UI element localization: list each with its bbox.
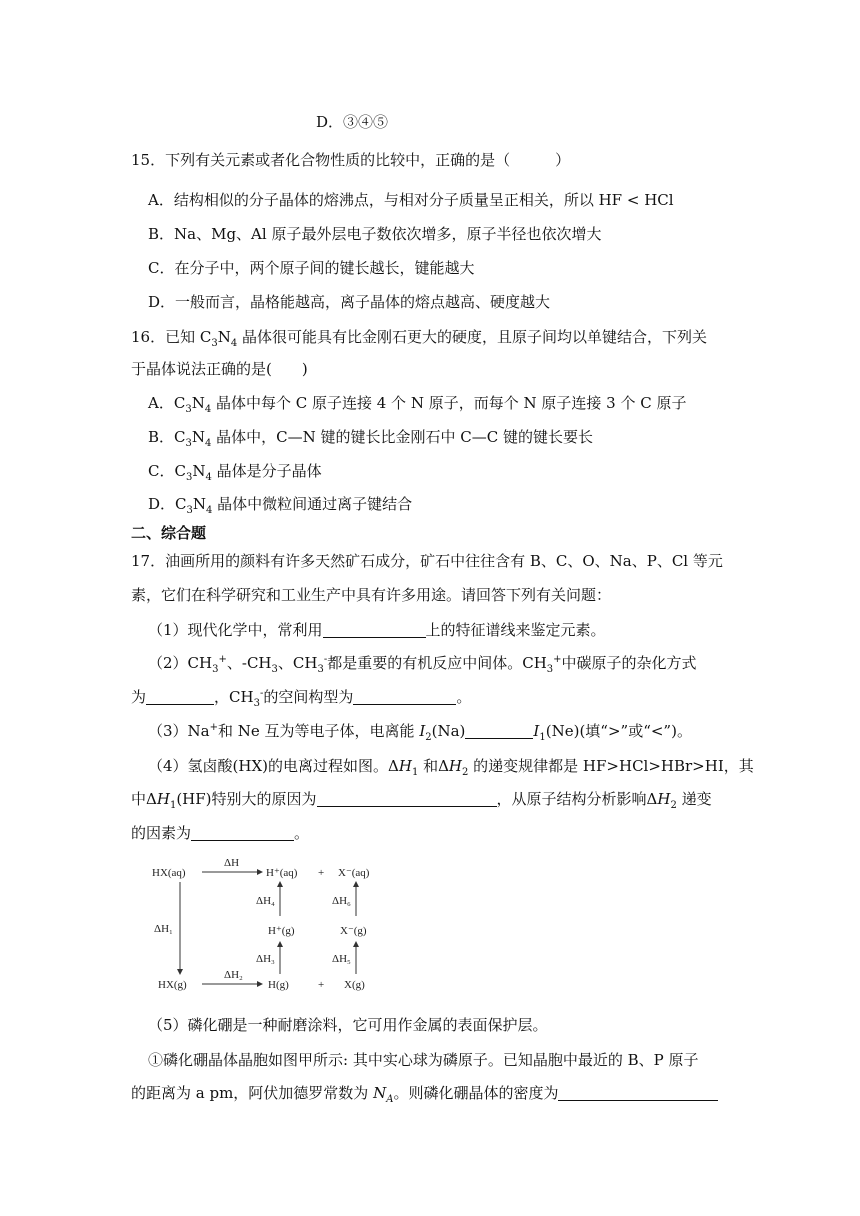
q15-option-b: B．Na、Mg、Al 原子最外层电子数依次增多，原子半径也依次增大: [148, 225, 602, 243]
label-x-g-ion: X⁻(g): [340, 925, 367, 937]
q16-option-b: B．$C_3N_4$ 晶体中，C—N 键的键长比金刚石中 C—C 键的键长要长: [148, 428, 594, 449]
label-dh5: ΔH₅: [332, 953, 351, 965]
q17-part4-line3: 的因素为 。: [131, 824, 310, 842]
section-heading: 二、综合题: [131, 524, 207, 542]
answer-blank[interactable]: [353, 688, 456, 705]
q17-part5-1-line1: ①磷化硼晶体晶胞如图甲所示: 其中实心球为磷原子。已知晶胞中最近的 B、P 原子: [148, 1051, 699, 1069]
label-h-g: H(g): [268, 979, 289, 991]
label-h-g-ion: H⁺(g): [268, 925, 295, 937]
answer-blank[interactable]: [317, 790, 497, 807]
q17-part5-1-line2: 的距离为 a pm，阿伏加德罗常数为 $N_A$。则磷化硼晶体的密度为: [131, 1083, 718, 1103]
label-dh3: ΔH₃: [256, 953, 275, 965]
q17-stem-line1: 17．油画所用的颜料有许多天然矿石成分，矿石中往往含有 B、C、O、Na、P、Cl 等元: [131, 552, 723, 570]
q17-part2-line1: $(2)CH_3^+$、$-CH_3$、$CH_3^-$都是重要的有机反应中间体。$CH_3^+$中碳原子的杂化方式: [148, 654, 697, 675]
ionization-diagram: [148, 852, 398, 1002]
q17-part4-line1: （4）氢卤酸(HX)的电离过程如图。$\Delta H_1$ 和$\Delta H_2$ 的递变规律都是 HF>HCl>HBr>HI，其: [148, 757, 754, 778]
answer-blank[interactable]: [146, 688, 214, 705]
label-dh4: ΔH₄: [256, 895, 275, 907]
q16-stem-line1: 16．已知 $C_3N_4$ 晶体很可能具有比金刚石更大的硬度，且原子间均以单键结合，下列关: [131, 328, 707, 349]
label-hx-g: HX(g): [158, 979, 187, 991]
q15-option-d: D．一般而言，晶格能越高，离子晶体的熔点越高、硬度越大: [148, 293, 551, 311]
q15-option-a: A．结构相似的分子晶体的熔沸点，与相对分子质量呈正相关，所以 HF < HCl: [148, 191, 674, 209]
label-dh6: ΔH₆: [332, 895, 351, 907]
answer-blank[interactable]: [323, 621, 426, 638]
label-x-aq: X⁻(aq): [338, 867, 370, 879]
label-dh: ΔH: [224, 857, 240, 869]
answer-blank[interactable]: [191, 824, 294, 841]
q15-option-c: C．在分子中，两个原子间的键长越长，键能越大: [148, 259, 475, 277]
label-h-aq: H⁺(aq): [266, 867, 298, 879]
q15-stem: 15．下列有关元素或者化合物性质的比较中，正确的是（ ）: [131, 151, 571, 169]
q17-part2-line2: 为 ，$CH_3^-$的空间构型为 。: [131, 688, 472, 709]
q16-option-d: D．$C_3N_4$ 晶体中微粒间通过离子键结合: [148, 495, 413, 516]
q16-option-c: C．$C_3N_4$ 晶体是分子晶体: [148, 462, 322, 483]
q16-option-a: A．$C_3N_4$ 晶体中每个 C 原子连接 4 个 N 原子，而每个 N 原子连接 3 个 C 原子: [148, 394, 687, 415]
label-plus-top: +: [318, 867, 325, 879]
answer-blank[interactable]: [465, 722, 533, 739]
q17-part1: （1）现代化学中，常利用 上的特征谱线来鉴定元素。: [148, 621, 606, 639]
q16-stem-line2: 于晶体说法正确的是( ): [131, 360, 308, 378]
label-dh1: ΔH₁: [154, 923, 173, 935]
label-plus-bottom: +: [318, 979, 325, 991]
q17-part5: （5）磷化硼是一种耐磨涂料，它可用作金属的表面保护层。: [148, 1016, 548, 1034]
label-x-g: X(g): [344, 979, 365, 991]
q17-part3: （3）Na+和 Ne 互为等电子体，电离能 $I_2(Na)$ $I_1(Ne)$(填“>”或“<”)。: [148, 722, 692, 743]
q17-stem-line2: 素，它们在科学研究和工业生产中具有许多用途。请回答下列有关问题：: [131, 586, 612, 604]
q17-part4-line2: 中$\Delta H_1(HF)$特别大的原因为 ，从原子结构分析影响$\Delta H_2$ 递变: [131, 790, 712, 811]
label-dh2: ΔH₂: [224, 969, 243, 981]
label-hx-aq: HX(aq): [152, 867, 186, 879]
answer-blank[interactable]: [558, 1084, 718, 1101]
q14-option-d: D．③④⑤: [316, 113, 389, 131]
